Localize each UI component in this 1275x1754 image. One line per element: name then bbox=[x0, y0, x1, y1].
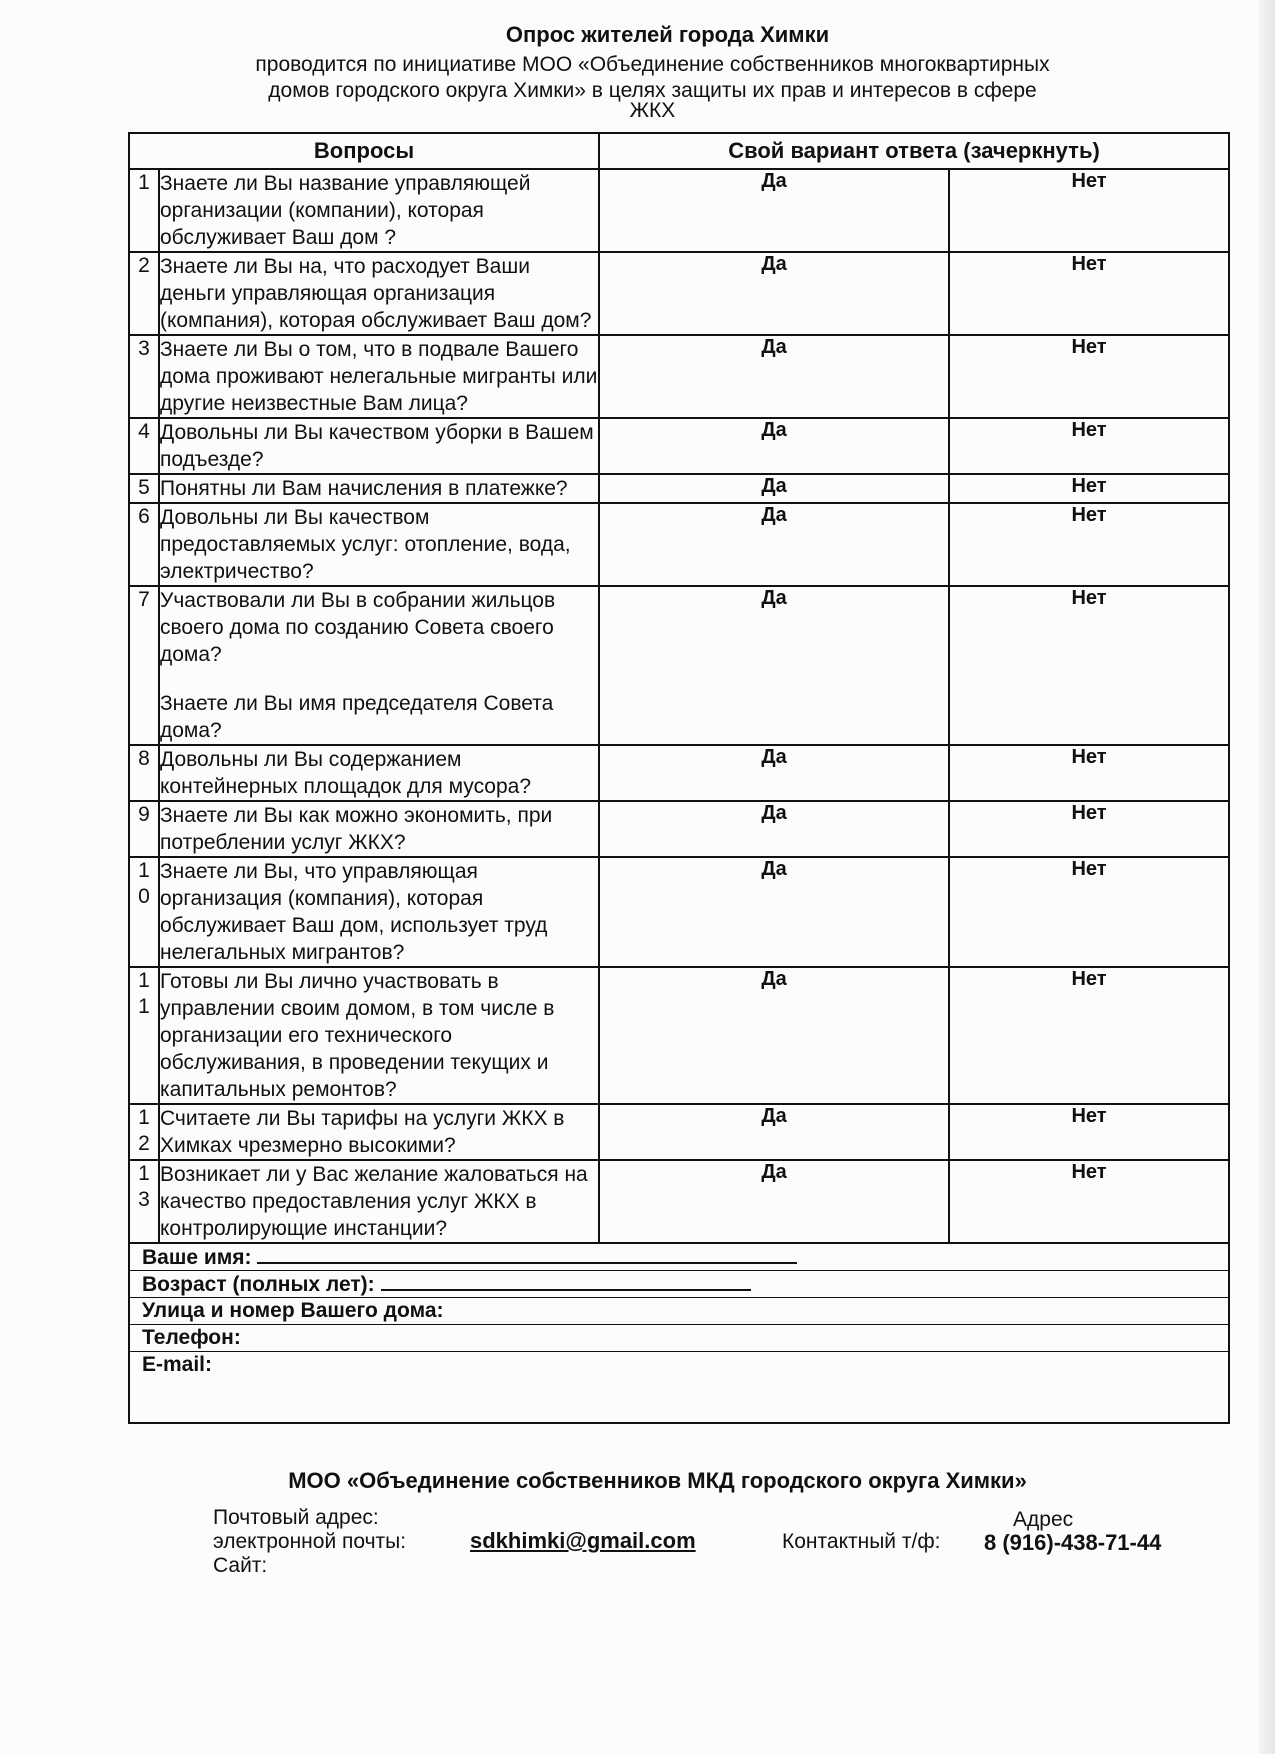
question-number bbox=[129, 169, 159, 252]
answer-no[interactable]: Нет bbox=[949, 1104, 1229, 1160]
question-number bbox=[129, 586, 159, 745]
question-text: Знаете ли Вы название управляющей организации (компании), которая обслуживает Ваш дом ? bbox=[160, 172, 531, 249]
street-field-line[interactable] bbox=[130, 1298, 1228, 1325]
question-extra-text: Знаете ли Вы имя председателя Совета дома? bbox=[160, 692, 554, 742]
question-text: Знаете ли Вы на, что расходует Ваши деньги управляющая организация (компания), которая обслуживает Ваш дом? bbox=[160, 255, 592, 332]
name-blank[interactable] bbox=[257, 1244, 797, 1264]
question-row bbox=[129, 1104, 1229, 1160]
question-cell bbox=[159, 1160, 599, 1243]
footer-email-label: электронной почты: bbox=[213, 1530, 407, 1553]
answer-yes[interactable]: Да bbox=[599, 586, 949, 745]
answer-no[interactable]: Нет bbox=[949, 1160, 1229, 1243]
survey-header bbox=[0, 22, 1275, 124]
question-row bbox=[129, 474, 1229, 503]
email-field-line[interactable] bbox=[130, 1352, 1228, 1378]
survey-subtitle bbox=[30, 52, 1275, 124]
answer-no[interactable]: Нет bbox=[949, 252, 1229, 335]
name-label: Ваше имя: bbox=[142, 1246, 252, 1269]
question-text: Готовы ли Вы лично участвовать в управлении своим домом, в том числе в организации его технического обслуживания, в проведении текущих и капитальных ремонтов? bbox=[160, 970, 555, 1101]
question-cell bbox=[159, 1104, 599, 1160]
answer-yes[interactable]: Да bbox=[599, 801, 949, 857]
question-cell bbox=[159, 801, 599, 857]
question-number bbox=[129, 418, 159, 474]
name-field-line[interactable] bbox=[130, 1244, 1228, 1271]
question-number-digit: 1 bbox=[138, 171, 150, 194]
question-number bbox=[129, 801, 159, 857]
question-cell bbox=[159, 335, 599, 418]
question-number-digit: 4 bbox=[138, 420, 150, 443]
footer-lines bbox=[213, 1506, 406, 1578]
answer-yes[interactable]: Да bbox=[599, 335, 949, 418]
question-row bbox=[129, 801, 1229, 857]
footer-address-word: Адрес bbox=[1013, 1508, 1074, 1531]
subtitle-line: ЖКХ bbox=[629, 99, 676, 122]
answer-no[interactable]: Нет bbox=[949, 335, 1229, 418]
answer-yes[interactable]: Да bbox=[599, 169, 949, 252]
question-text: Участвовали ли Вы в собрании жильцов своего дома по созданию Совета своего дома? bbox=[160, 589, 556, 666]
question-number bbox=[129, 1160, 159, 1243]
answer-no[interactable]: Нет bbox=[949, 474, 1229, 503]
question-text: Довольны ли Вы качеством уборки в Вашем подъезде? bbox=[160, 421, 594, 471]
answer-no[interactable]: Нет bbox=[949, 169, 1229, 252]
question-number-digit: 2 bbox=[138, 1132, 150, 1155]
question-number-digit: 2 bbox=[138, 254, 150, 277]
question-cell bbox=[159, 474, 599, 503]
question-number-digit: 1 bbox=[138, 1162, 150, 1185]
question-number bbox=[129, 335, 159, 418]
question-row bbox=[129, 335, 1229, 418]
answer-no[interactable]: Нет bbox=[949, 503, 1229, 586]
question-number-digit: 1 bbox=[138, 859, 150, 882]
footer-phone-label: Контактный т/ф: bbox=[782, 1530, 941, 1553]
question-number bbox=[129, 503, 159, 586]
contact-spacer bbox=[130, 1378, 1228, 1422]
question-row bbox=[129, 1160, 1229, 1243]
age-field-line[interactable] bbox=[130, 1271, 1228, 1298]
question-cell bbox=[159, 967, 599, 1104]
question-cell bbox=[159, 745, 599, 801]
email-label: E-mail: bbox=[142, 1353, 213, 1376]
question-text: Считаете ли Вы тарифы на услуги ЖКХ в Химках чрезмерно высокими? bbox=[160, 1107, 565, 1157]
question-text: Знаете ли Вы, что управляющая организация (компания), которая обслуживает Ваш дом, использует труд нелегальных мигрантов? bbox=[160, 860, 548, 964]
question-cell bbox=[159, 252, 599, 335]
question-number-digit: 7 bbox=[138, 588, 150, 611]
subtitle-line: проводится по инициативе МОО «Объединение собственников многоквартирных bbox=[255, 53, 1050, 76]
answer-no[interactable]: Нет bbox=[949, 745, 1229, 801]
question-number bbox=[129, 1104, 159, 1160]
question-number bbox=[129, 857, 159, 967]
phone-field-line[interactable] bbox=[130, 1325, 1228, 1352]
question-number-digit: 0 bbox=[138, 885, 150, 908]
footer-postal: Почтовый адрес: bbox=[213, 1506, 379, 1529]
question-row bbox=[129, 745, 1229, 801]
answer-yes[interactable]: Да bbox=[599, 745, 949, 801]
column-header-questions: Вопросы bbox=[129, 133, 599, 169]
question-text: Понятны ли Вам начисления в платежке? bbox=[160, 477, 568, 500]
answer-yes[interactable]: Да bbox=[599, 418, 949, 474]
survey-table bbox=[128, 132, 1230, 1424]
survey-title: Опрос жителей города Химки bbox=[505, 22, 830, 47]
question-number-digit: 6 bbox=[138, 505, 150, 528]
question-cell bbox=[159, 418, 599, 474]
question-number-digit: 1 bbox=[138, 995, 150, 1018]
question-text: Довольны ли Вы содержанием контейнерных площадок для мусора? bbox=[160, 748, 532, 798]
question-number bbox=[129, 474, 159, 503]
question-text: Знаете ли Вы как можно экономить, при потреблении услуг ЖКХ? bbox=[160, 804, 553, 854]
phone-label: Телефон: bbox=[142, 1326, 241, 1349]
question-number-digit: 3 bbox=[138, 1188, 150, 1211]
table-header-row bbox=[129, 133, 1229, 169]
age-label: Возраст (полных лет): bbox=[142, 1273, 375, 1296]
question-row bbox=[129, 857, 1229, 967]
question-text: Возникает ли у Вас желание жаловаться на качество предоставления услуг ЖКХ в контролирующие инстанции? bbox=[160, 1163, 588, 1240]
question-cell bbox=[159, 169, 599, 252]
question-row bbox=[129, 418, 1229, 474]
question-row bbox=[129, 967, 1229, 1104]
question-row bbox=[129, 252, 1229, 335]
answer-yes[interactable]: Да bbox=[599, 857, 949, 967]
footer-site: Сайт: bbox=[213, 1554, 268, 1577]
footer-org: МОО «Объединение собственников МКД городского округа Химки» bbox=[288, 1468, 1027, 1493]
question-number-digit: 5 bbox=[138, 476, 150, 499]
question-number bbox=[129, 745, 159, 801]
question-number-digit: 8 bbox=[138, 747, 150, 770]
footer-email-link[interactable]: sdkhimki@gmail.com bbox=[470, 1528, 696, 1553]
footer bbox=[0, 1468, 1275, 1577]
question-number-digit: 1 bbox=[138, 969, 150, 992]
question-number bbox=[129, 967, 159, 1104]
question-text: Довольны ли Вы качеством предоставляемых услуг: отопление, вода, электричество? bbox=[160, 506, 571, 583]
subtitle-line: домов городского округа Химки» в целях защиты их прав и интересов в сфере bbox=[268, 79, 1037, 102]
street-label: Улица и номер Вашего дома: bbox=[142, 1299, 444, 1322]
question-number bbox=[129, 252, 159, 335]
question-row bbox=[129, 503, 1229, 586]
answer-no[interactable]: Нет bbox=[949, 586, 1229, 745]
question-cell bbox=[159, 857, 599, 967]
footer-phone: 8 (916)-438-71-44 bbox=[984, 1530, 1162, 1555]
age-blank[interactable] bbox=[381, 1271, 751, 1291]
answer-no[interactable]: Нет bbox=[949, 418, 1229, 474]
column-header-answer: Свой вариант ответа (зачеркнуть) bbox=[599, 133, 1229, 169]
answer-no[interactable]: Нет bbox=[949, 967, 1229, 1104]
question-row bbox=[129, 586, 1229, 745]
question-number-digit: 9 bbox=[138, 803, 150, 826]
question-cell bbox=[159, 503, 599, 586]
answer-yes[interactable]: Да bbox=[599, 1160, 949, 1243]
answer-yes[interactable]: Да bbox=[599, 967, 949, 1104]
question-cell bbox=[159, 586, 599, 745]
question-number-digit: 3 bbox=[138, 337, 150, 360]
question-row bbox=[129, 169, 1229, 252]
answer-no[interactable]: Нет bbox=[949, 801, 1229, 857]
answer-yes[interactable]: Да bbox=[599, 1104, 949, 1160]
answer-yes[interactable]: Да bbox=[599, 252, 949, 335]
question-text: Знаете ли Вы о том, что в подвале Вашего дома проживают нелегальные мигранты или другие неизвестные Вам лица? bbox=[160, 338, 598, 415]
answer-yes[interactable]: Да bbox=[599, 474, 949, 503]
question-number-digit: 1 bbox=[138, 1106, 150, 1129]
answer-yes[interactable]: Да bbox=[599, 503, 949, 586]
answer-no[interactable]: Нет bbox=[949, 857, 1229, 967]
contact-row bbox=[129, 1243, 1229, 1423]
